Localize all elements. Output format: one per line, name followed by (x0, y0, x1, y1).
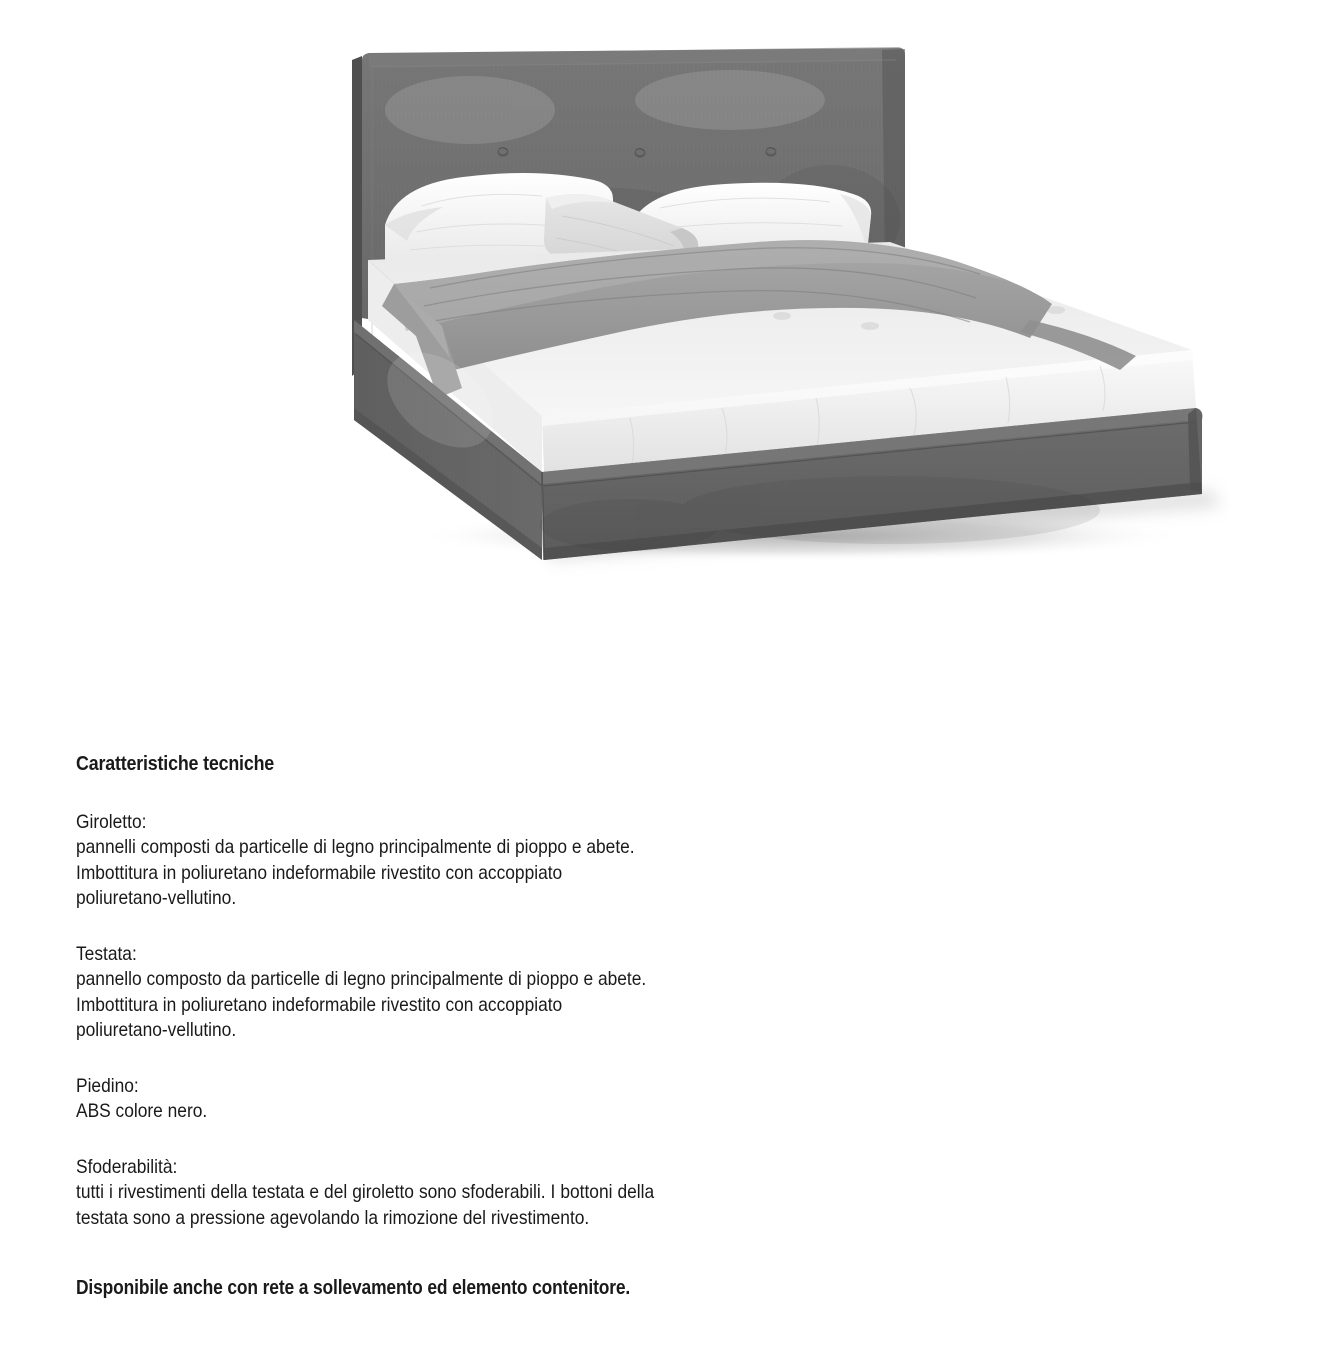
bed-illustration (330, 20, 1230, 580)
spec-body-piedino: ABS colore nero. (76, 1100, 208, 1123)
spec-label-giroletto: Giroletto: (76, 810, 147, 833)
page-title: Caratteristiche tecniche (76, 752, 275, 775)
spec-label-testata: Testata: (76, 942, 137, 965)
headboard-button (766, 147, 777, 156)
spec-section-testata (76, 942, 656, 1044)
spec-body-sfoderabilita: tutti i rivestimenti della testata e del giroletto sono sfoderabili. I bottoni della testata sono a pressione agevolando la rimozione del rivestimento. (76, 1181, 655, 1229)
availability-note: Disponibile anche con rete a sollevamento ed elemento contenitore. (76, 1277, 631, 1300)
spec-label-sfoderabilita: Sfoderabilità: (76, 1155, 178, 1178)
technical-specs-section (76, 752, 656, 1301)
spec-section-piedino (76, 1074, 656, 1125)
spacer (76, 1261, 656, 1275)
spec-body-testata: pannello composto da particelle di legno principalmente di pioppo e abete. Imbottitura in poliuretano indeformabile rivestito con accoppiato poliuretano-vellutino. (76, 968, 647, 1042)
spec-body-giroletto: pannelli composti da particelle di legno principalmente di pioppo e abete. Imbottitura in poliuretano indeformabile rivestito con accoppiato poliuretano-vellutino. (76, 836, 635, 910)
spec-section-giroletto (76, 810, 656, 912)
spec-section-sfoderabilita (76, 1155, 656, 1232)
product-image (330, 20, 1230, 580)
spec-label-piedino: Piedino: (76, 1074, 139, 1097)
headboard-button (635, 148, 646, 157)
headboard-button (498, 147, 509, 156)
